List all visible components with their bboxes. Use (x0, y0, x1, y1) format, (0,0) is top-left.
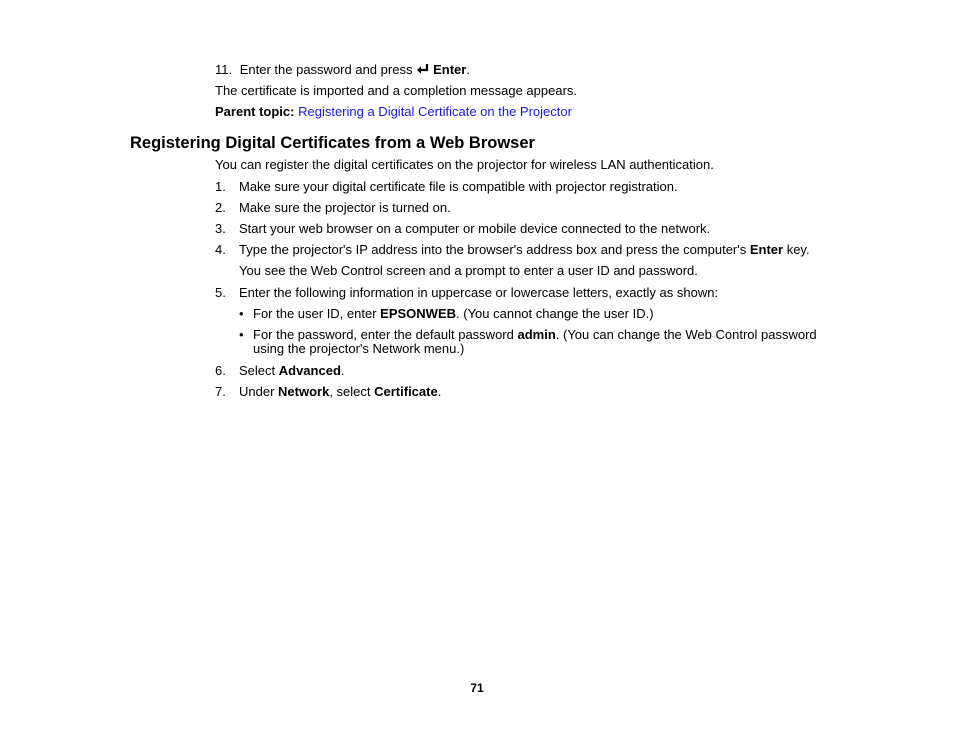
enter-key-icon (416, 63, 430, 75)
bullet-text: For the user ID, enter EPSONWEB. (You cannot change the user ID.) (253, 306, 654, 321)
step-number: 2. (215, 200, 226, 215)
step-text: Make sure the projector is turned on. (239, 200, 451, 215)
step-text: Select Advanced. (239, 363, 345, 378)
parent-topic-label: Parent topic: (215, 104, 295, 119)
step-text: Enter the password and press (239, 62, 413, 77)
bullet-mark: • (239, 327, 244, 342)
step-number: 1. (215, 179, 226, 194)
parent-topic-link[interactable]: Registering a Digital Certificate on the Projector (298, 104, 572, 119)
page-number: 71 (470, 681, 484, 695)
bullet-password-line2: using the projector's Network menu.) (253, 341, 465, 356)
section-intro: You can register the digital certificates on the projector for wireless LAN authentication. (215, 157, 714, 172)
bullet-text: For the password, enter the default password admin. (You can change the Web Control password (253, 327, 817, 342)
step-text: Under Network, select Certificate. (239, 384, 442, 399)
step-text: Enter the following information in uppercase or lowercase letters, exactly as shown: (239, 285, 719, 300)
bullet-mark: • (239, 306, 244, 321)
step-text: Start your web browser on a computer or mobile device connected to the network. (239, 221, 711, 236)
step-number: 5. (215, 285, 226, 300)
step-text: Type the projector's IP address into the browser's address box and press the computer's Enter key. (239, 242, 810, 257)
section-title: Registering Digital Certificates from a Web Browser (130, 134, 535, 152)
step-4-note: You see the Web Control screen and a prompt to enter a user ID and password. (239, 263, 698, 278)
step-text: Make sure your digital certificate file is compatible with projector registration. (239, 179, 678, 194)
step-11: 11. Enter the password and press Enter. (215, 62, 470, 77)
parent-topic (215, 104, 572, 120)
step-number: 6. (215, 363, 226, 378)
imported-message: The certificate is imported and a completion message appears. (215, 83, 578, 98)
step-number: 4. (215, 242, 226, 257)
step-number: 7. (215, 384, 226, 399)
enter-key-label: Enter (433, 62, 467, 77)
step-number: 11. (215, 62, 233, 77)
step-number: 3. (215, 221, 226, 236)
